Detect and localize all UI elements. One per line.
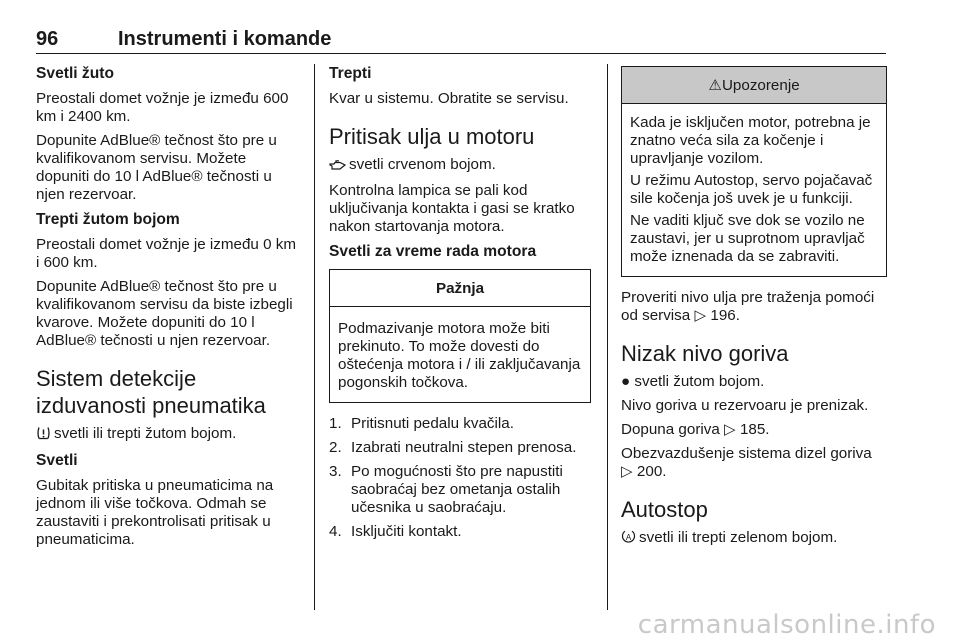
notice-box <box>329 269 591 403</box>
paragraph: Preostali domet vožnje je između 0 km i 600 km. <box>36 236 296 271</box>
section-title: Instrumenti i komande <box>118 28 332 50</box>
oil-light-text: svetli crvenom bojom. <box>349 156 496 173</box>
page-ref-200[interactable]: 200. <box>636 463 667 480</box>
paragraph: Dopunite AdBlue® tečnost što pre u kvalifikovanom servisu da biste izbegli kvarove. Možete dopuniti do 10 l AdBlue® tečnosti u njen rezervoar. <box>36 278 293 349</box>
notice-body: Podmazivanje motora može biti prekinuto. To može dovesti do oštećenja motora i / ili zaključavanja pogonskih točkova. <box>338 320 581 391</box>
oil-can-icon <box>329 158 346 176</box>
column-middle <box>329 64 591 547</box>
heading-autostop: Autostop <box>621 497 708 522</box>
paragraph: ● svetli žutom bojom. <box>621 373 765 390</box>
paragraph: A svetli ili trepti zelenom bojom. <box>621 529 887 549</box>
paragraph: Preostali domet vožnje je između 600 km i 2400 km. <box>36 90 289 125</box>
list-item: 2. Izabrati neutralni stepen prenosa. <box>329 439 577 456</box>
paragraph: Obezvazdušenje sistema dizel goriva ▷ 200. <box>621 445 872 480</box>
heading-running: Svetli za vreme rada motora <box>329 243 537 260</box>
list-item: 4. Isključiti kontakt. <box>329 523 462 540</box>
page-ref-185[interactable]: 185. <box>739 421 770 438</box>
paragraph: Gubitak pritiska u pneumaticima na jednom ili više točkova. Odmah se zaustaviti i prekontrolisati pritisak u pneumaticima. <box>36 477 274 548</box>
heading-trepti-zutom: Trepti žutom bojom <box>36 211 180 228</box>
steps-list <box>329 415 591 541</box>
warning-title: ⚠Upozorenje <box>622 67 886 104</box>
notice-title: Pažnja <box>330 270 590 307</box>
page-number: 96 <box>36 28 59 50</box>
paragraph: Kvar u sistemu. Obratite se servisu. <box>329 90 569 107</box>
warning-paragraph: Ne vaditi ključ sve dok se vozilo ne zaustavi, jer u suprotnom upravljač može iznenada da se zabraviti. <box>630 212 865 265</box>
page-ref-arrow-icon: ▷ <box>724 421 736 438</box>
column-left <box>36 64 298 555</box>
paragraph: Dopuna goriva ▷ 185. <box>621 421 770 438</box>
page-ref-arrow-icon: ▷ <box>694 307 707 324</box>
warning-triangle-icon: ⚠ <box>708 77 722 94</box>
page-header <box>36 28 886 54</box>
tpms-text: svetli ili trepti žutom bojom. <box>54 425 237 442</box>
heading-low-fuel: Nizak nivo goriva <box>621 341 789 366</box>
column-right <box>621 64 887 555</box>
heading-svetli-zuto: Svetli žuto <box>36 65 114 82</box>
paragraph <box>329 156 591 176</box>
heading-tpms: Sistem detekcije izduvanosti pneumatika <box>36 366 266 418</box>
page-ref-196[interactable]: 196. <box>710 307 740 324</box>
paragraph: Nivo goriva u rezervoaru je prenizak. <box>621 397 869 414</box>
autostop-icon <box>621 529 636 549</box>
svg-text:A: A <box>625 532 632 542</box>
warning-paragraph: U režimu Autostop, servo pojačavač sile kočenja još uvek je u funkciji. <box>630 172 873 207</box>
fuel-dot-icon: ● <box>621 373 631 390</box>
heading-oil-pressure: Pritisak ulja u motoru <box>329 124 535 149</box>
watermark: carmanualsonline.info <box>637 610 936 640</box>
list-item: 1. Pritisnuti pedalu kvačila. <box>329 415 514 432</box>
warning-paragraph: Kada je isključen motor, potrebna je znatno veća sila za kočenje i upravljanje vozilom. <box>630 114 871 167</box>
paragraph: Proveriti nivo ulja pre traženja pomoći od servisa ▷ 196. <box>621 289 875 324</box>
list-item: 3. Po mogućnosti što pre napustiti saobraćaj bez ometanja ostalih učesnika u saobraćaju. <box>329 463 563 516</box>
heading-svetli: Svetli <box>36 452 78 469</box>
page-ref-arrow-icon: ▷ <box>621 463 633 480</box>
column-divider <box>607 64 608 610</box>
paragraph: Dopunite AdBlue® tečnost što pre u kvalifikovanom servisu. Možete dopuniti do 10 l AdBlue® tečnosti u njen rezervoar. <box>36 132 277 203</box>
paragraph: Kontrolna lampica se pali kod uključivanja kontakta i gasi se kratko nakon startovanja motora. <box>329 182 575 235</box>
paragraph <box>36 425 298 445</box>
heading-trepti: Trepti <box>329 65 372 82</box>
column-divider <box>314 64 315 610</box>
warning-box <box>621 66 887 277</box>
tire-pressure-icon <box>36 426 51 445</box>
